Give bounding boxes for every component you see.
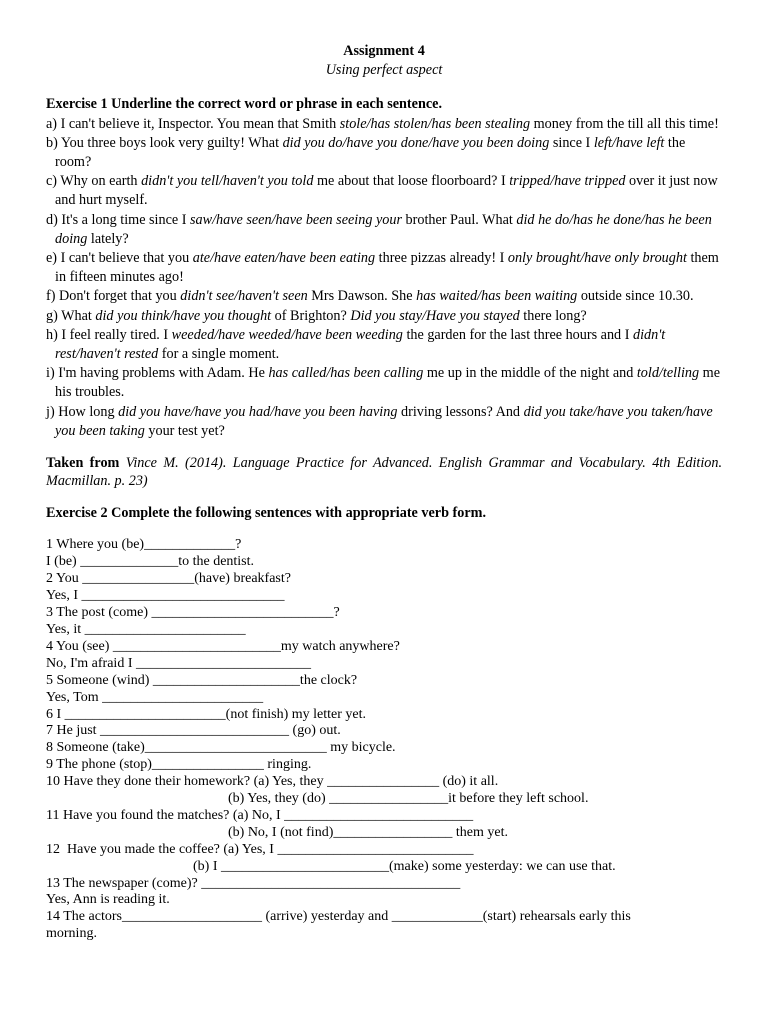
exercise2-line: 8 Someone (take)__________________________ my bicycle. <box>46 740 396 756</box>
source-citation <box>46 455 722 490</box>
sentence-text: the garden for the last three hours and I <box>402 326 633 343</box>
answer-options: did you have/have you had/have you been having <box>118 403 398 420</box>
sentence-text: them in fifteen minutes ago! <box>55 250 719 286</box>
sentence-text: of Brighton? <box>271 307 351 324</box>
sentence-text: for a single moment. <box>158 346 280 363</box>
exercise2-line: 12 Have you made the coffee? (a) Yes, I ____________________________ <box>46 841 474 857</box>
answer-options: didn't see/haven't seen <box>180 288 308 305</box>
exercise2-line: 9 The phone (stop)________________ ringing. <box>46 757 312 773</box>
exercise1-item <box>46 134 722 172</box>
answer-options: stole/has stolen/has been stealing <box>339 115 531 132</box>
exercise2-line: Yes, I _____________________________ <box>46 588 285 604</box>
sentence-text: since I <box>549 134 594 151</box>
sentence-text: me up in the middle of the night and <box>423 365 637 382</box>
exercise2-line: Yes, Tom _______________________ <box>46 689 264 705</box>
answer-options: weeded/have weeded/have been weeding <box>171 326 403 343</box>
sentence-text: driving lessons? And <box>397 403 524 420</box>
exercise2-line: 14 The actors____________________ (arrive) yesterday and _____________(start) rehearsals early this <box>46 909 631 925</box>
answer-options: only brought/have only brought <box>507 250 687 267</box>
page-subtitle: Using perfect aspect <box>325 62 443 79</box>
sentence-text: e) I can't believe that you <box>46 250 193 267</box>
sentence-text: h) I feel really tired. I <box>46 326 172 343</box>
exercise1-list <box>46 115 722 441</box>
exercise2-line: 10 Have they done their homework? (a) Yes, they ________________ (do) it all. <box>46 774 499 790</box>
sentence-text: b) You three boys look very guilty! What <box>46 134 283 151</box>
sentence-text: a) I can't believe it, Inspector. You mean that Smith <box>46 115 340 132</box>
answer-options: told/telling <box>636 365 700 382</box>
sentence-text: three pizzas already! I <box>375 250 508 267</box>
exercise2-line: 13 The newspaper (come)? _____________________________________ <box>46 875 461 891</box>
exercise2-line: 2 You ________________(have) breakfast? <box>46 571 291 587</box>
exercise2-line: (b) I ________________________(make) some yesterday: we can use that. <box>46 858 616 874</box>
answer-options: has waited/has been waiting <box>416 288 578 305</box>
sentence-text: c) Why on earth <box>46 173 142 190</box>
exercise2-line: 4 You (see) ________________________my watch anywhere? <box>46 638 400 654</box>
exercise1-heading: Exercise 1 Underline the correct word or phrase in each sentence. <box>46 96 442 113</box>
exercise2-line: 11 Have you found the matches? (a) No, I ___________________________ <box>46 807 474 823</box>
exercise1-item <box>46 115 722 134</box>
exercise1-item <box>46 287 722 306</box>
sentence-text: your test yet? <box>144 422 225 439</box>
exercise2-list <box>46 537 722 943</box>
source-reference: Vince M. (2014). Language Practice for Advanced. English Grammar and Vocabulary. 4th Edition. Macmillan. p. 23) <box>46 455 723 489</box>
exercise2-line: 6 I _______________________(not finish) my letter yet. <box>46 706 367 722</box>
exercise2-line: 1 Where you (be)_____________? <box>46 537 242 553</box>
answer-options: ate/have eaten/have been eating <box>192 250 376 267</box>
exercise2-heading: Exercise 2 Complete the following sentences with appropriate verb form. <box>46 505 487 522</box>
sentence-text: brother Paul. What <box>401 211 517 228</box>
sentence-text: me about that loose floorboard? I <box>313 173 510 190</box>
sentence-text: the room? <box>55 134 686 171</box>
exercise2-line: No, I'm afraid I _________________________ <box>46 655 311 671</box>
answer-options: has called/has been calling <box>268 365 424 382</box>
exercise2-line: 3 The post (come) __________________________? <box>46 605 340 621</box>
answer-options: saw/have seen/have been seeing your <box>190 211 402 228</box>
sentence-text: Mrs Dawson. She <box>307 288 417 305</box>
source-label: Taken from <box>46 455 120 472</box>
answer-options: Did you stay/Have you stayed <box>350 307 520 324</box>
sentence-text: outside since 10.30. <box>577 288 694 305</box>
answer-options: did you take/have you taken/have you been taking <box>55 403 713 439</box>
sentence-text: g) What <box>46 307 96 324</box>
page-title: Assignment 4 <box>343 43 425 59</box>
sentence-text: d) It's a long time since I <box>46 211 191 228</box>
exercise1-item <box>46 249 722 287</box>
sentence-text: j) How long <box>46 403 119 420</box>
exercise2-line: morning. <box>46 926 97 942</box>
sentence-text: i) I'm having problems with Adam. He <box>46 365 269 382</box>
assignment-content <box>46 42 722 943</box>
exercise1-item <box>46 172 722 210</box>
sentence-text: f) Don't forget that you <box>46 288 181 305</box>
answer-options: didn't rest/haven't rested <box>55 326 666 363</box>
sentence-text: money from the till all this time! <box>530 115 719 132</box>
exercise2-line: (b) No, I (not find)_________________ them yet. <box>46 824 508 840</box>
sentence-text: lately? <box>87 230 129 247</box>
exercise1-item <box>46 307 722 326</box>
exercise2-line: 5 Someone (wind) _____________________the clock? <box>46 672 358 688</box>
sentence-text: over it just now and hurt myself. <box>55 173 718 209</box>
exercise2-line: Yes, it _______________________ <box>46 621 246 637</box>
exercise1-item <box>46 403 722 441</box>
exercise1-item <box>46 211 722 249</box>
exercise2-line: I (be) ______________to the dentist. <box>46 554 255 570</box>
sentence-text: me his troubles. <box>55 365 721 401</box>
answer-options: did he do/has he done/has he been doing <box>55 211 712 247</box>
exercise2-line: 7 He just ___________________________ (go) out. <box>46 723 341 739</box>
exercise1-item <box>46 326 722 364</box>
answer-options: did you do/have you done/have you been doing <box>282 134 550 151</box>
exercise2-line: Yes, Ann is reading it. <box>46 892 170 908</box>
answer-options: tripped/have tripped <box>509 173 626 190</box>
answer-options: left/have left <box>593 134 665 151</box>
answer-options: did you think/have you thought <box>95 307 272 324</box>
exercise2-line: (b) Yes, they (do) _________________it before they left school. <box>46 791 589 807</box>
answer-options: didn't you tell/haven't you told <box>141 173 314 190</box>
sentence-text: there long? <box>519 307 587 324</box>
exercise1-item <box>46 364 722 402</box>
